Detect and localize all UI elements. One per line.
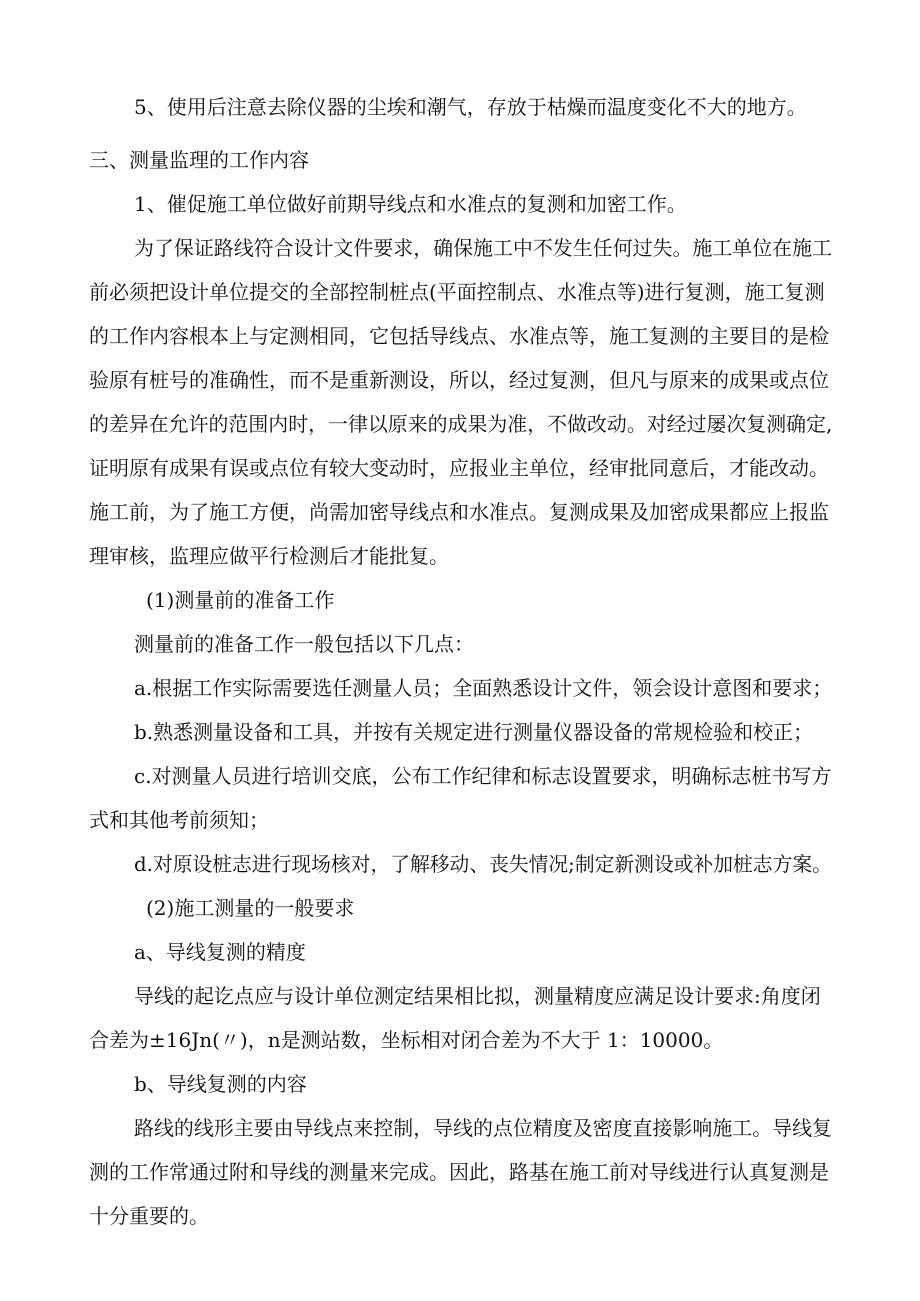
paragraph-1-line: 验原有桩号的准确性，而不是重新测设，所以，经过复测，但凡与原来的成果或点位 [89,368,829,392]
paragraph-1-line: 理审核，监理应做平行检测后才能批复。 [89,544,449,568]
prep-item-d: d.对原设桩志进行现场核对，了解移动、丧失情况;制定新测设或补加桩志方案。 [134,852,832,876]
item-5-text: 5、使用后注意去除仪器的尘埃和潮气，存放于枯燥而温度变化不大的地方。 [134,95,807,119]
prep-heading: (1)测量前的准备工作 [146,588,335,612]
paragraph-1-line: 施工前，为了施工方便，尚需加密导线点和水准点。复测成果及加密成果都应上报监 [89,500,829,524]
prep-item-a: a.根据工作实际需要选任测量人员；全面熟悉设计文件，领会设计意图和要求； [134,676,833,700]
requirement-a-heading: a、导线复测的精度 [134,940,306,964]
requirement-a-line: 合差为±16Jn(〃)，n是测站数，坐标相对闭合差为不大于 1：10000。 [89,1028,724,1052]
paragraph-1-line: 为了保证路线符合设计文件要求，确保施工中不发生任何过失。施工单位在施工 [134,236,832,260]
requirement-b-line: 十分重要的。 [89,1204,209,1228]
paragraph-1-line: 证明原有成果有误或点位有较大变动时，应报业主单位，经审批同意后，才能改动。 [89,456,829,480]
prep-item-b: b.熟悉测量设备和工具，并按有关规定进行测量仪器设备的常规检验和校正； [134,720,814,744]
subsection-1-heading: 1、催促施工单位做好前期导线点和水准点的复测和加密工作。 [134,192,687,216]
prep-item-c-line: c.对测量人员进行培训交底，公布工作纪律和标志设置要求，明确标志桩书写方 [134,764,832,788]
requirements-heading: (2)施工测量的一般要求 [146,896,355,920]
paragraph-1-line: 的工作内容根本上与定测相同，它包括导线点、水准点等，施工复测的主要目的是检 [89,324,829,348]
requirement-a-line: 导线的起讫点应与设计单位测定结果相比拟，测量精度应满足设计要求:角度闭 [134,984,821,1008]
prep-item-c-line: 式和其他考前须知； [89,808,269,832]
paragraph-1-line: 的差异在允许的范围内时，一律以原来的成果为准，不做改动。对经过屡次复测确定, [89,412,833,436]
requirement-b-line: 测的工作常通过附和导线的测量来完成。因此，路基在施工前对导线进行认真复测是 [89,1160,829,1184]
section-heading: 三、测量监理的工作内容 [89,148,309,172]
prep-intro: 测量前的准备工作一般包括以下几点： [134,632,474,656]
paragraph-1-line: 前必须把设计单位提交的全部控制桩点(平面控制点、水准点等)进行复测，施工复测 [89,280,825,304]
requirement-b-line: 路线的线形主要由导线点来控制，导线的点位精度及密度直接影响施工。导线复 [134,1116,832,1140]
requirement-b-heading: b、导线复测的内容 [134,1072,307,1096]
